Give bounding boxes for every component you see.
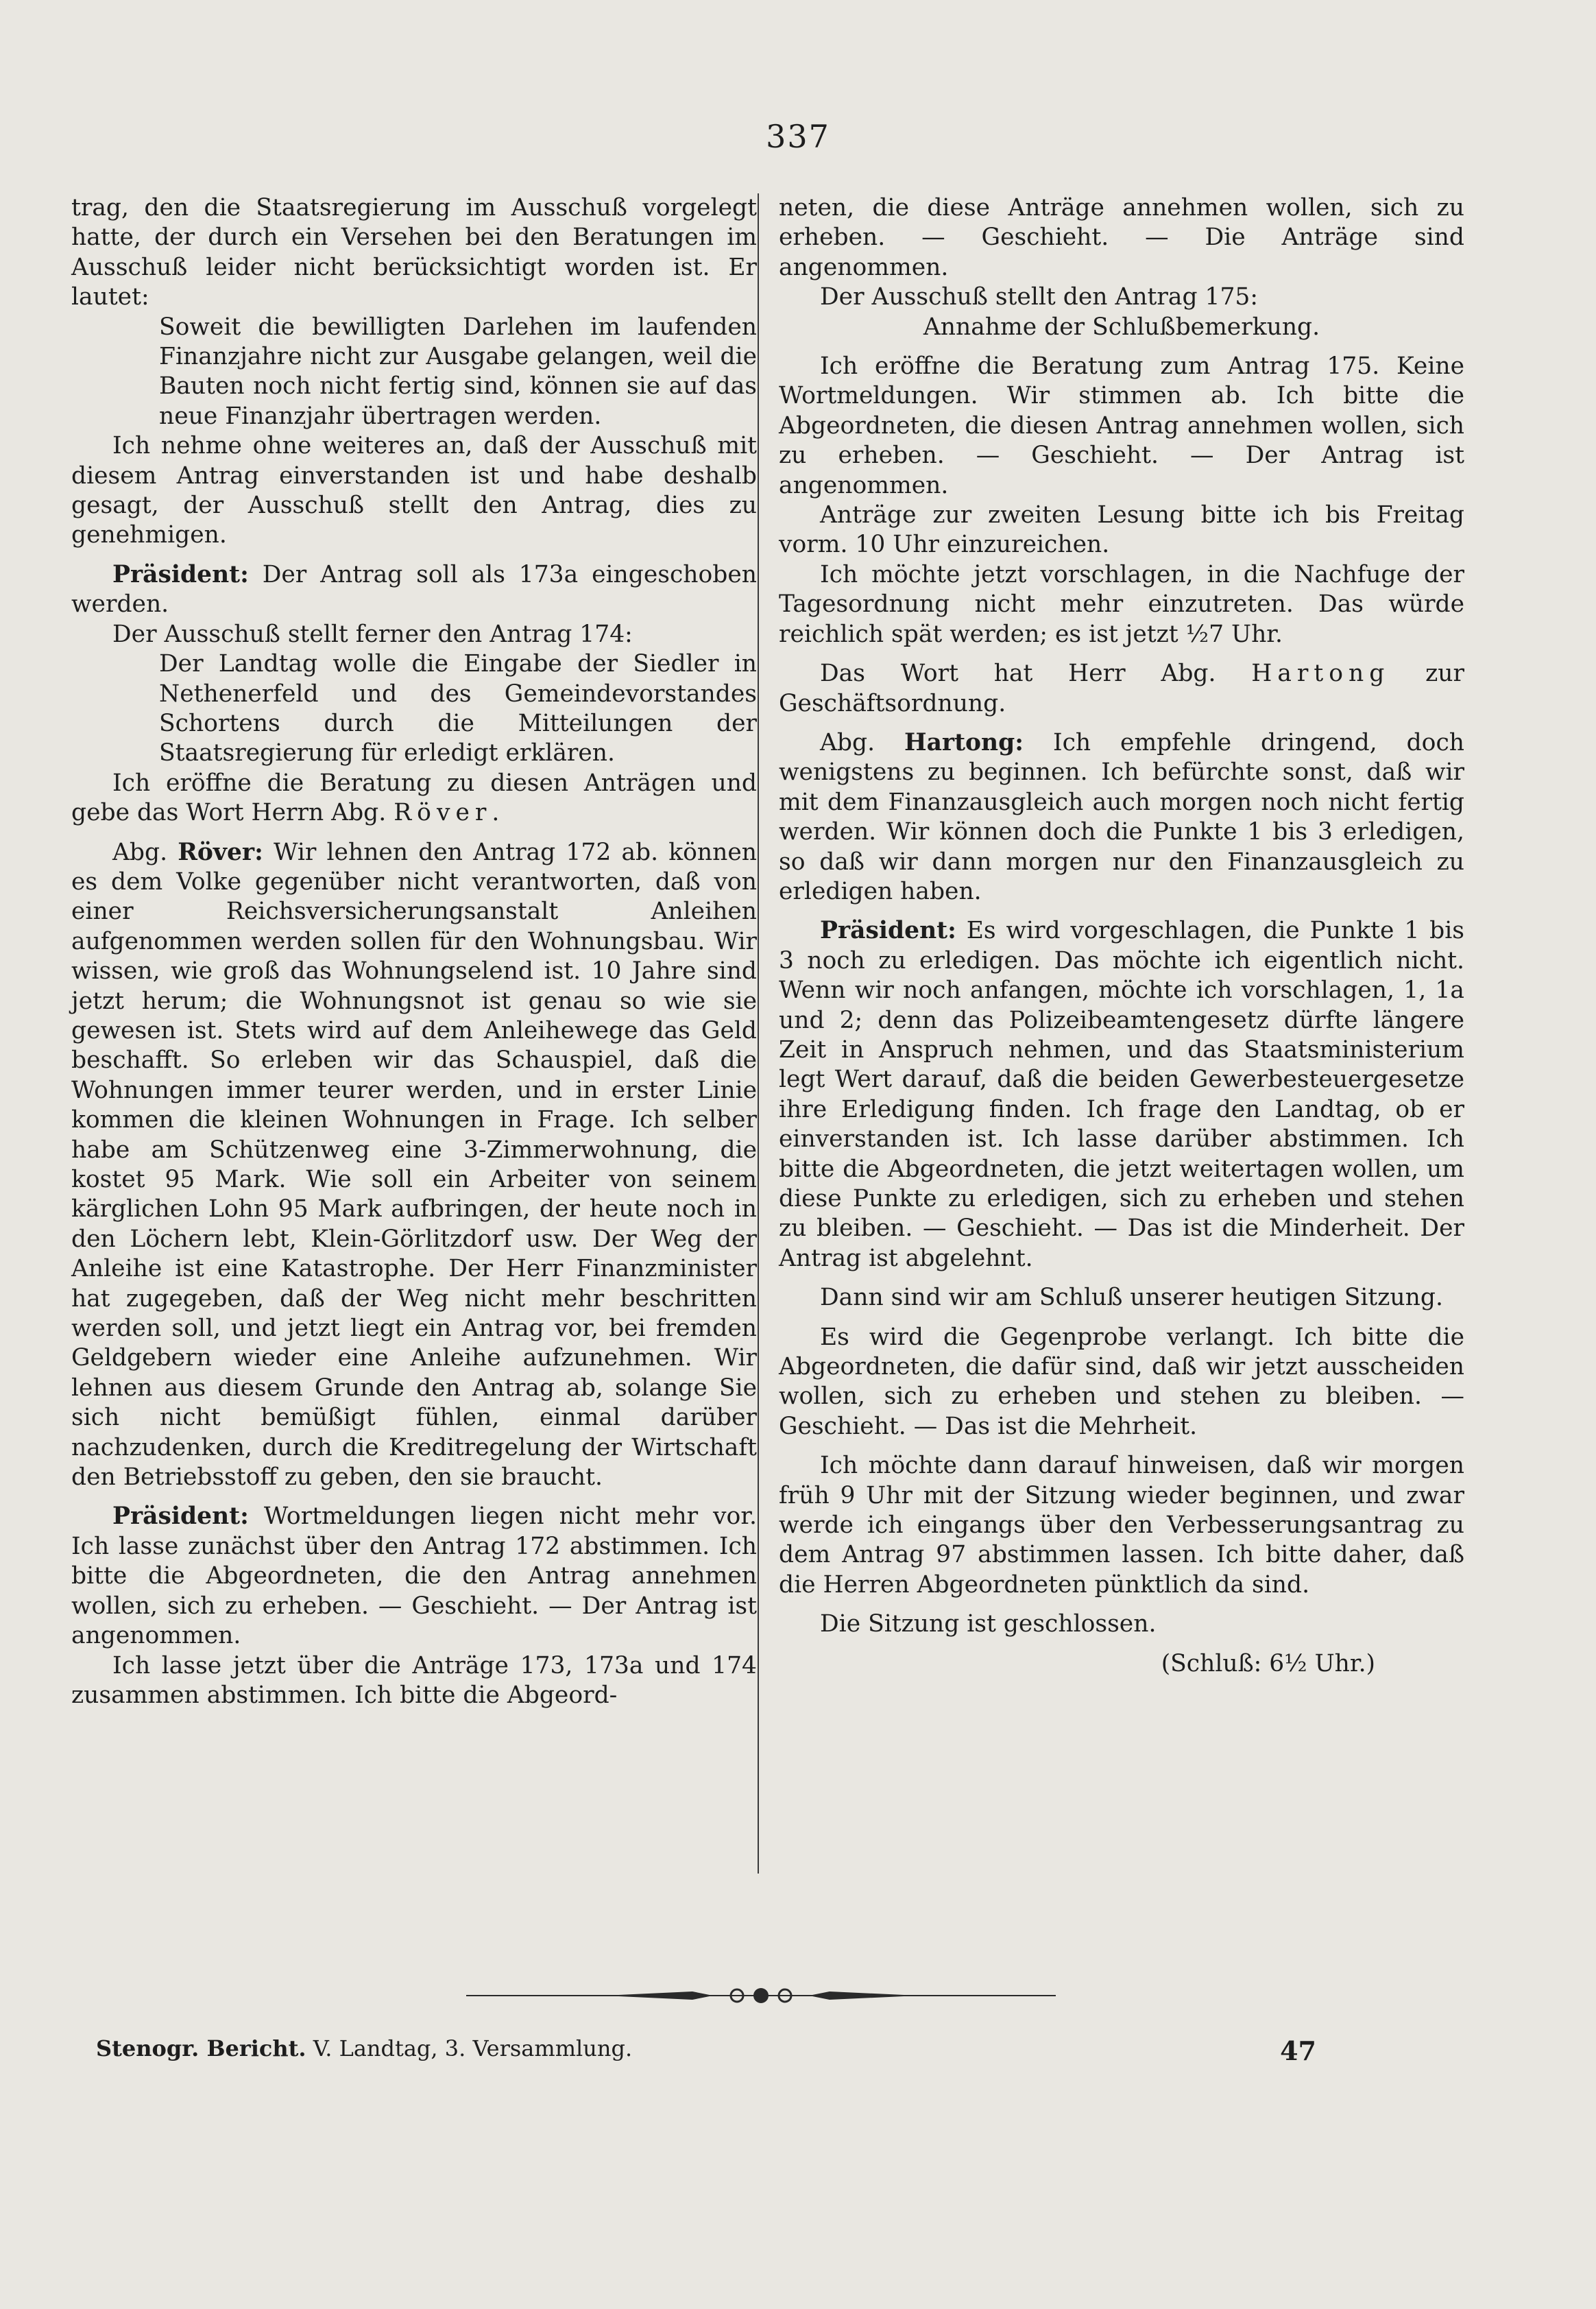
speaker-name: Präsident:: [112, 560, 249, 588]
quoted-motion: Der Landtag wolle die Eingabe der Siedler in Nethenerfeld und des Gemeindevorstandes Schortens durch die Mitteilungen der Staatsregierung für erledigt erklären.: [159, 650, 757, 767]
left-column: [71, 193, 757, 1710]
closing-note: (Schluß: 6½ Uhr.): [1161, 1649, 1375, 1677]
quoted-motion: Annahme der Schlußbemerkung.: [923, 313, 1320, 341]
spaced-name: Röver: [394, 799, 492, 827]
paragraph: Der Ausschuß stellt ferner den Antrag 174:: [112, 620, 633, 648]
paragraph: trag, den die Staatsregierung im Ausschuß vorgelegt hatte, der durch ein Versehen bei den Beratungen im Ausschuß leider nicht berücksichtigt worden ist. Er lautet:: [71, 194, 757, 311]
speaker-paragraph: Präsident: Es wird vorgeschlagen, die Punkte 1 bis 3 noch zu erledigen. Das möchte ich eigentlich nicht. Wenn wir noch anfangen, möchte ich vorschlagen, 1, 1a und 2; denn das Polizeibeamtengesetz dürfte längere Zeit in Anspruch nehmen, und das Staatsministerium legt Wert darauf, daß die beiden Gewerbesteuergesetze ihre Erledigung finden. Ich frage den Landtag, ob er einverstanden ist. Ich lasse darüber abstimmen. Ich bitte die Abgeordneten, die jetzt weitertagen wollen, um diese Punkte zu erledigen, sich zu erheben und stehen zu bleiben. — Geschieht. — Das ist die Minderheit. Der Antrag ist abgelehnt.: [779, 917, 1464, 1272]
speaker-paragraph: Abg. Hartong: Ich empfehle dringend, doch wenigstens zu beginnen. Ich befürchte sonst, daß wir mit dem Finanzausgleich auch morgen noch nicht fertig werden. Wir können doch die Punkte 1 bis 3 erledigen, so daß wir dann morgen nur den Finanzausgleich zu erledigen haben.: [779, 728, 1464, 905]
speaker-name: Hartong:: [904, 728, 1024, 756]
paragraph: Der Ausschuß stellt den Antrag 175:: [820, 283, 1259, 311]
sheet-number: 47: [1280, 2035, 1316, 2066]
paragraph: Ich eröffne die Beratung zum Antrag 175. Keine Wortmeldungen. Wir stimmen ab. Ich bitte die Abgeordneten, die diesen Antrag annehmen wollen, sich zu erheben. — Geschieht. — Der Antrag ist angenommen.: [779, 352, 1464, 499]
paragraph: Die Sitzung ist geschlossen.: [820, 1610, 1157, 1638]
speaker-paragraph: Präsident: Der Antrag soll als 173a eingeschoben werden.: [71, 560, 757, 619]
paragraph: Ich möchte dann darauf hinweisen, daß wir morgen früh 9 Uhr mit der Sitzung wieder beginnen, und zwar werde ich eingangs über den Verbesserungsantrag zu dem Antrag 97 abstimmen lassen. Ich bitte daher, daß die Herren Abgeordneten pünktlich da sind.: [779, 1452, 1464, 1599]
paragraph: Das Wort hat Herr Abg. Hartong zur Geschäftsordnung.: [779, 660, 1465, 717]
footer-source: Stenogr. Bericht. V. Landtag, 3. Versammlung.: [96, 2035, 633, 2061]
spaced-name: Hartong: [1251, 660, 1390, 688]
quoted-motion: Soweit die bewilligten Darlehen im laufenden Finanzjahre nicht zur Ausgabe gelangen, weil die Bauten noch nicht fertig sind, können sie auf das neue Finanzjahr übertragen werden.: [159, 313, 757, 430]
page-number: 337: [766, 118, 830, 155]
paragraph: Ich nehme ohne weiteres an, daß der Ausschuß mit diesem Antrag einverstanden ist und habe deshalb gesagt, der Ausschuß stellt den Antrag, dies zu genehmigen.: [71, 432, 757, 549]
paragraph: neten, die diese Anträge annehmen wollen, sich zu erheben. — Geschieht. — Die Anträge sind angenommen.: [779, 194, 1464, 281]
paragraph: Anträge zur zweiten Lesung bitte ich bis Freitag vorm. 10 Uhr einzureichen.: [779, 501, 1464, 559]
paragraph: Dann sind wir am Schluß unserer heutigen Sitzung.: [820, 1284, 1443, 1312]
paragraph: Ich eröffne die Beratung zu diesen Anträgen und gebe das Wort Herrn Abg. Röver.: [71, 769, 757, 827]
speaker-name: Präsident:: [820, 917, 956, 945]
speaker-paragraph: Präsident: Wortmeldungen liegen nicht mehr vor. Ich lasse zunächst über den Antrag 172 abstimmen. Ich bitte die Abgeordneten, die den Antrag annehmen wollen, sich zu erheben. — Geschieht. — Der Antrag ist angenommen.: [71, 1503, 757, 1650]
speaker-paragraph: Abg. Röver: Wir lehnen den Antrag 172 ab. können es dem Volke gegenüber nicht verantworten, daß von einer Reichsversicherungsanstalt Anleihen aufgenommen werden sollen für den Wohnungsbau. Wir wissen, wie groß das Wohnungselend ist. 10 Jahre sind jetzt herum; die Wohnungsnot ist genau so wie sie gewesen ist. Stets wird auf dem Anleihewege das Geld beschafft. So erleben wir das Schauspiel, daß die Wohnungen immer teurer werden, und in erster Linie kommen die kleinen Wohnungen in Frage. Ich selber habe am Schützenweg eine 3-Zimmerwohnung, die kostet 95 Mark. Wie soll ein Arbeiter von seinem kärglichen Lohn 95 Mark aufbringen, der heute noch in den Löchern lebt, Klein-Görlitzdorf usw. Der Weg der Anleihe ist eine Katastrophe. Der Herr Finanzminister hat zugegeben, daß der Weg nicht mehr beschritten werden soll, und jetzt liegt ein Antrag vor, bei fremden Geldgebern wieder eine Anleihe aufzunehmen. Wir lehnen aus diesem Grunde den Antrag ab, solange Sie sich nicht bemüßigt fühlen, einmal darüber nachzudenken, durch die Kreditregelung der Wirtschaft den Betriebsstoff zu geben, den sie braucht.: [71, 838, 757, 1492]
right-column: [779, 193, 1464, 1679]
paragraph: Ich lasse jetzt über die Anträge 173, 173a und 174 zusammen abstimmen. Ich bitte die Abgeord-: [71, 1651, 757, 1709]
paragraph: Es wird die Gegenprobe verlangt. Ich bitte die Abgeordneten, die dafür sind, daß wir jetzt ausscheiden wollen, sich zu erheben und stehen zu bleiben. — Geschieht. — Das ist die Mehrheit.: [779, 1323, 1464, 1440]
ornament-divider: [466, 1982, 1056, 2009]
column-divider: [758, 193, 759, 1874]
paragraph: Ich möchte jetzt vorschlagen, in die Nachfuge der Tagesordnung nicht mehr einzutreten. Das würde reichlich spät werden; es ist jetzt ½7 Uhr.: [779, 560, 1464, 648]
speaker-name: Röver:: [178, 838, 263, 866]
speaker-name: Präsident:: [112, 1503, 249, 1531]
